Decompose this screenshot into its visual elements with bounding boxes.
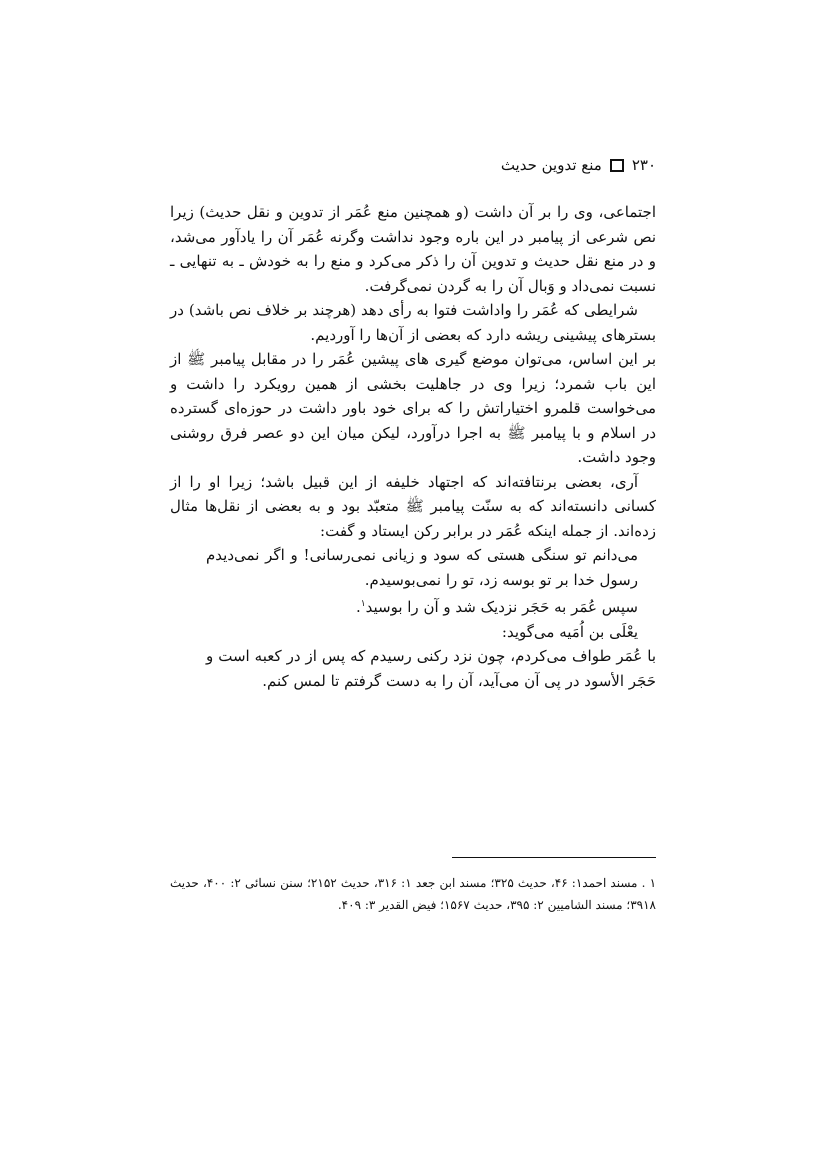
footnote-divider <box>452 857 656 858</box>
quotation-text: می‌دانم تو سنگی هستی که سود و زیانی نمی‌رسانی! و اگر نمی‌دیدم رسول خدا بر تو بوسه زد، تو را نمی‌بوسیدم. <box>206 546 638 589</box>
square-ornament-icon <box>610 159 624 172</box>
paragraph: بر این اساس، می‌توان موضع گیری های پیشین عُمَر را در مقابل پیامبر ﷺ از این باب شمرد؛ زیرا وی در جاهلیت بخشی از همین رویکرد را داشت و می‌خواست قلمرو اختیاراتش را که برای خود باور داشت در حوزه‌ای گسترده در اسلام و با پیامبر ﷺ به اجرا درآورد، لیکن میان این دو عصر فرق روشنی وجود داشت. <box>170 350 656 466</box>
paragraph: شرایطی که عُمَر را واداشت فتوا به رأی دهد (هرچند بر خلاف نص باشد) در بسترهای پیشینی ریشه دارد که بعضی از آن‌ها را آوردیم. <box>170 301 656 344</box>
main-text <box>170 200 656 693</box>
paragraph: آری، بعضی برنتافته‌اند که اجتهاد خلیفه از این قبیل باشد؛ زیرا او را از کسانی دانسته‌اند که به سنّت پیامبر ﷺ متعبّد بود و به بعضی از نقل‌ها مثال زده‌اند. از جمله اینکه عُمَر در برابر رکن ایستاد و گفت: <box>170 472 656 540</box>
quotation-block <box>170 543 656 644</box>
quotation-line-text: سپس عُمَر به حَجَر نزدیک شد و آن را بوسید <box>365 598 638 616</box>
quotation-line <box>206 592 638 620</box>
footnote-ref[interactable]: ۱ <box>360 599 366 609</box>
quotation-text-2: با عُمَر طواف می‌کردم، چون نزد رکنی رسیدم که پس از در کعبه است و حَجَر الأسود در پی آن می‌آید، آن را به دست گرفتم تا لمس کنم. <box>206 647 656 690</box>
page-number: ۲۳۰ <box>631 156 656 174</box>
footnote-text: ۱ . مسند احمد۱: ۴۶، حدیث ۳۲۵؛ مسند ابن جعد ۱: ۳۱۶، حدیث ۲۱۵۲؛ سنن نسائی ۲: ۴۰۰، حدیث ۳۹۱۸؛ مسند الشامیین ۲: ۳۹۵، حدیث ۱۵۶۷؛ فیض القدیر ۳: ۴۰۹. <box>170 876 657 912</box>
footnote <box>170 872 656 916</box>
quotation-line-end: . <box>355 598 361 616</box>
narrator-line: یعْلَی بن اُمَیه می‌گوید: <box>501 622 638 641</box>
paragraph: اجتماعی، وی را بر آن داشت (و همچنین منع عُمَر از تدوین و نقل حدیث) زیرا نص شرعی از پیامبر در این باره وجود نداشت وگرنه عُمَر آن را یادآور می‌شد، و در منع نقل حدیث و تدوین آن را ذکر می‌کرد و منع را به خودش ـ به تنهایی ـ نسبت نمی‌داد و وَبال آن را به گردن نمی‌گرفت. <box>170 203 656 295</box>
running-title: منع تدوین حدیث <box>500 156 602 174</box>
running-header <box>156 156 656 174</box>
